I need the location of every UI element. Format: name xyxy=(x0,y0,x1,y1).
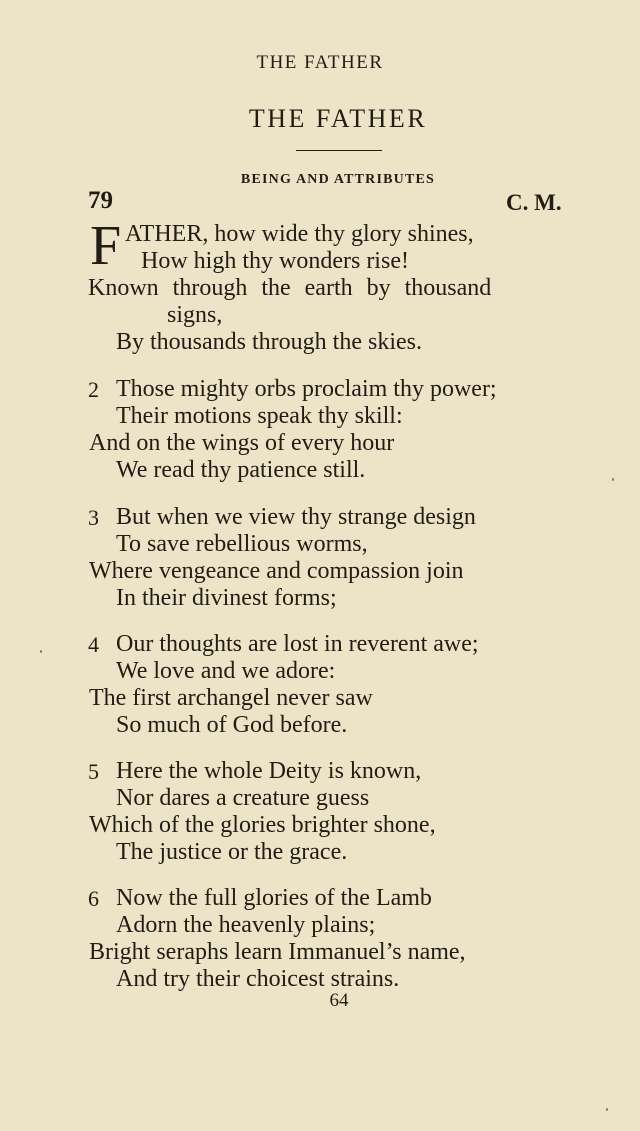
stanza-3-line-1: But when we view thy strange design xyxy=(116,504,476,530)
hymn-meter: C. M. xyxy=(506,190,562,215)
stanza-4-line-2: We love and we adore: xyxy=(116,658,336,684)
stanza-4-line-4: So much of God before. xyxy=(116,712,348,738)
stanza-1-line-1: ATHER, how wide thy glory shines, xyxy=(125,221,474,247)
stanza-2-number: 2 xyxy=(88,377,99,402)
stanza-1-line-3: Known through the earth by thousand xyxy=(88,275,492,301)
stanza-6-line-3: Bright seraphs learn Immanuel’s name, xyxy=(89,939,466,965)
stanza-1-line-3-continued: signs, xyxy=(167,302,223,328)
stanza-5-line-2: Nor dares a creature guess xyxy=(116,785,370,811)
running-head: THE FATHER xyxy=(256,52,384,73)
stanza-4-line-1: Our thoughts are lost in reverent awe; xyxy=(116,631,479,657)
stanza-5-line-4: The justice or the grace. xyxy=(116,839,348,865)
page-number: 64 xyxy=(329,990,349,1011)
paper-speck xyxy=(606,1108,608,1111)
section-subtitle: BEING AND ATTRIBUTES xyxy=(240,172,436,187)
stanza-5-line-3: Which of the glories brighter shone, xyxy=(89,812,436,838)
stanza-4-number: 4 xyxy=(88,632,99,657)
stanza-4-line-3: The first archangel never saw xyxy=(89,685,373,711)
stanza-6-number: 6 xyxy=(88,886,99,911)
stanza-5-line-1: Here the whole Deity is known, xyxy=(116,758,422,784)
hymn-number: 79 xyxy=(88,187,113,214)
stanza-2-line-4: We read thy patience still. xyxy=(116,457,366,483)
stanza-3-line-4: In their divinest forms; xyxy=(116,585,337,611)
title-rule xyxy=(296,150,382,151)
stanza-2-line-1: Those mighty orbs proclaim thy power; xyxy=(116,376,497,402)
stanza-5-number: 5 xyxy=(88,759,99,784)
stanza-3-number: 3 xyxy=(88,505,99,530)
stanza-2-line-2: Their motions speak thy skill: xyxy=(116,403,403,429)
stanza-3-line-2: To save rebellious worms, xyxy=(116,531,368,557)
stanza-6-line-4: And try their choicest strains. xyxy=(116,966,400,992)
paper-speck xyxy=(612,478,614,481)
page-title: THE FATHER xyxy=(248,104,428,133)
stanza-6-line-1: Now the full glories of the Lamb xyxy=(116,885,432,911)
stanza-2-line-3: And on the wings of every hour xyxy=(89,430,395,456)
paper-speck xyxy=(40,650,42,653)
drop-cap: F xyxy=(90,215,122,277)
stanza-3-line-3: Where vengeance and compassion join xyxy=(89,558,464,584)
stanza-6-line-2: Adorn the heavenly plains; xyxy=(116,912,376,938)
stanza-1-line-4: By thousands through the skies. xyxy=(116,329,422,355)
stanza-1-line-2: How high thy wonders rise! xyxy=(141,248,409,274)
